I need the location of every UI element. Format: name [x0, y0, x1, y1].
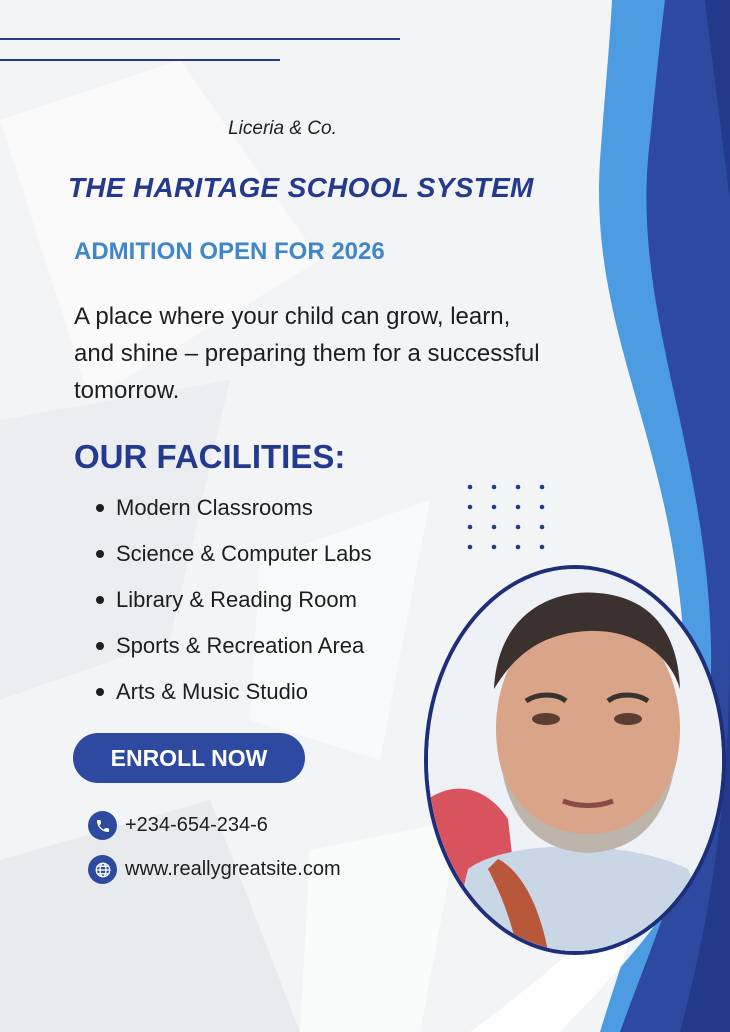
- page-title: THE HARITAGE SCHOOL SYSTEM: [68, 172, 534, 203]
- brand-name: Liceria & Co.: [228, 118, 337, 139]
- list-item: Science & Computer Labs: [96, 534, 372, 580]
- facilities-list: [96, 488, 372, 718]
- phone-contact[interactable]: [88, 811, 268, 840]
- list-item: Modern Classrooms: [96, 488, 372, 534]
- portrait-photo: [424, 565, 726, 955]
- admission-subtitle: ADMITION OPEN FOR 2026: [74, 238, 385, 265]
- tagline: A place where your child can grow, learn, and shine – preparing them for a successful tomorrow.: [74, 303, 540, 404]
- phone-icon: [88, 811, 117, 840]
- portrait-illustration: [428, 569, 722, 951]
- list-item: Sports & Recreation Area: [96, 626, 372, 672]
- list-item: Arts & Music Studio: [96, 672, 372, 718]
- globe-icon: [88, 855, 117, 884]
- website-contact[interactable]: [88, 855, 341, 884]
- website-url: www.reallygreatsite.com: [125, 858, 341, 880]
- facilities-heading: OUR FACILITIES:: [74, 438, 346, 475]
- dot-pattern: [466, 482, 550, 552]
- list-item: Library & Reading Room: [96, 580, 372, 626]
- enroll-now-button[interactable]: ENROLL NOW: [73, 733, 305, 783]
- phone-number: +234-654-234-6: [125, 814, 268, 836]
